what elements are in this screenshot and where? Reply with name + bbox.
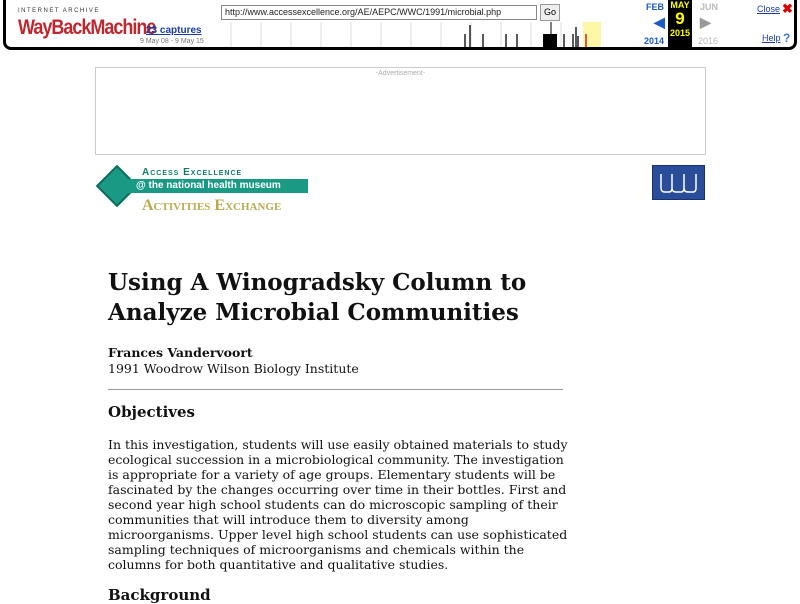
capture-range: 9 May 08 - 9 May 15 xyxy=(140,38,204,45)
next-month: JUN xyxy=(700,2,719,12)
prev-arrow-icon[interactable]: ◀ xyxy=(654,14,665,30)
close-link[interactable]: Close xyxy=(757,4,781,14)
ia-label: INTERNET ARCHIVE xyxy=(18,8,100,14)
author: Frances Vandervoort xyxy=(108,345,253,360)
help-link[interactable]: Help xyxy=(762,33,781,43)
wayback-toolbar xyxy=(3,0,797,50)
wayback-logo[interactable]: WayBackMachine xyxy=(18,14,156,39)
divider xyxy=(108,389,563,390)
close-icon[interactable]: ✖ xyxy=(782,1,793,16)
article xyxy=(108,268,568,604)
next-year: 2016 xyxy=(698,36,719,46)
help-icon[interactable]: ? xyxy=(783,31,791,45)
go-button[interactable]: Go xyxy=(540,4,560,21)
page-title: Using A Winogradsky Column to Analyze Microbial Communities xyxy=(108,269,527,326)
objectives-text: In this investigation, students will use easily obtained materials to study ecological succession in a microbiological community. The investigation is appropriate for a variety of age groups. Elementary students will be fascinated by the changes occurring over time in their bottles. First and second year high school students can do microscopic sampling of their communities that will introduce them to diversity among microorganisms. Upper level high school students can use sophisticated sampling techniques of microorganisms and chemicals within the columns for both quantitative and qualitative studies. xyxy=(108,437,568,572)
next-arrow-icon: ▶ xyxy=(700,14,711,30)
objectives-heading: Objectives xyxy=(108,403,195,421)
logo-line3: Activities Exchange xyxy=(142,197,282,214)
logo-line1: Access Excellence xyxy=(142,167,243,178)
current-capture xyxy=(668,0,692,47)
advertisement xyxy=(95,67,706,155)
url-input[interactable]: http://www.accessexcellence.org/AE/AEPC/WWC/1991/microbial.php xyxy=(221,5,537,20)
ad-label: -Advertisement- xyxy=(375,70,426,77)
institute: 1991 Woodrow Wilson Biology Institute xyxy=(108,361,359,376)
logo-line2: @ the national health museum xyxy=(128,179,308,193)
cur-day: 9 xyxy=(675,9,685,28)
cur-year: 2015 xyxy=(669,28,691,38)
captures-link[interactable]: 23 captures xyxy=(146,25,202,36)
access-excellence-logo[interactable] xyxy=(98,165,310,219)
capture-sparkline[interactable] xyxy=(221,22,601,47)
prev-year[interactable]: 2014 xyxy=(644,36,665,46)
ww-logo-icon[interactable] xyxy=(652,165,705,200)
cur-month: MAY xyxy=(670,0,690,10)
prev-month[interactable]: FEB xyxy=(646,2,664,12)
background-heading: Background xyxy=(108,586,211,604)
